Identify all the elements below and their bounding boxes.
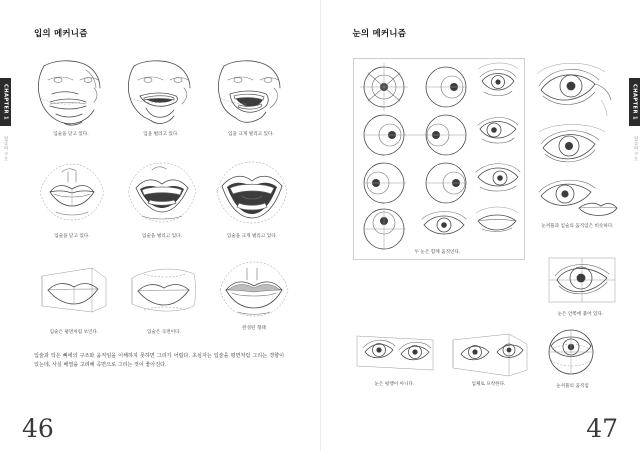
left-page-number: 46 [22, 414, 54, 443]
figure-eyes-3d-box [447, 330, 533, 387]
chapter-tab-label: CHAPTER 1 [2, 83, 9, 121]
eyeball-panel [353, 58, 525, 260]
figure-eye-detail-mid [535, 122, 619, 172]
left-body-paragraph: 입술과 턱은 뼈에의 구조와 움직임을 이해하지 못하면 그리기 어렵다. 초심자는 입술을 평면처럼 그리는 경향이 있는데, 사실 배열을 고려해 곡면으로 그리는 것이 좋아진다. [34, 353, 284, 369]
left-page-title: 입의 메커니즘 [34, 29, 88, 39]
caption-lips-curved: 입술은 곡면이다. [147, 330, 181, 335]
figure-eyes-not-parallel [353, 330, 439, 387]
caption-lips-wide-open: 입술을 크게 벌리고 있다. [226, 234, 278, 239]
right-page-number: 47 [586, 414, 618, 443]
figure-lips-finished [214, 258, 294, 331]
caption-eyes-not-parallel: 눈은 평행이 아니다. [374, 382, 415, 387]
side-label-left: 얼굴의 구조 [3, 136, 8, 162]
caption-jaw-wide-open: 입을 크게 벌리고 있다. [228, 132, 274, 137]
figure-lips-open [122, 162, 202, 239]
caption-eyelid-lips: 눈꺼풀과 입술의 움직임은 비슷하다. [541, 224, 614, 229]
caption-lips-plane: 입술은 평면처럼 보인다. [49, 330, 99, 335]
right-page-title: 눈의 메커니즘 [352, 29, 407, 39]
caption-lips-open: 입술을 벌리고 있다. [142, 234, 182, 239]
figure-lips-wide-open [212, 162, 292, 239]
figure-lips-curved [124, 262, 204, 335]
chapter-tab-label: CHAPTER 1 [631, 83, 638, 121]
figure-eye-lips-pair [535, 176, 619, 222]
chapter-tab-right [629, 78, 640, 126]
figure-jaw-closed [28, 58, 114, 137]
caption-eye-in-socket: 눈은 안쪽에 붙어 있다. [557, 312, 604, 317]
figure-lips-plane [34, 262, 114, 335]
figure-eye-detail-top [535, 60, 619, 116]
caption-eyelid-motion: 눈꺼풀의 움직임 [556, 384, 589, 389]
caption-jaw-closed: 입술을 닫고 있다. [53, 132, 89, 137]
right-page [321, 0, 640, 451]
figure-eye-in-socket [545, 252, 619, 308]
caption-eyes-3d: 입체로 포착한다. [471, 382, 506, 387]
figure-jaw-wide-open [208, 58, 294, 137]
caption-lips-closed: 입술을 닫고 있다. [54, 234, 90, 239]
side-label-right: 얼굴의 구조 [633, 136, 638, 162]
figure-lips-closed [32, 162, 112, 239]
figure-eyelid-motion [543, 326, 603, 389]
figure-jaw-open [118, 58, 204, 137]
chapter-tab-left [0, 78, 11, 126]
caption-jaw-open: 입을 벌리고 있다. [143, 132, 179, 137]
caption-eyes-move-together: 두 눈은 함께 움직인다. [414, 250, 461, 255]
caption-lips-finished: 완성된 형태 [242, 326, 266, 331]
